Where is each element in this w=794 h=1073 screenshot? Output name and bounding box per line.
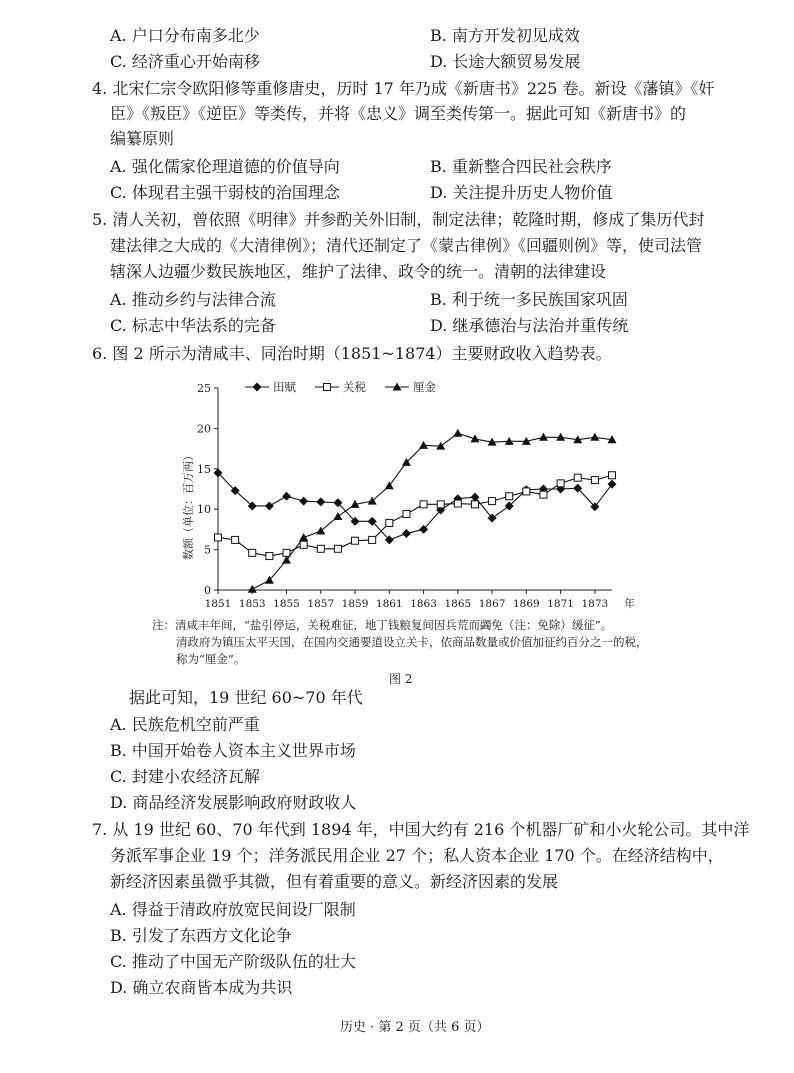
data-point-1 bbox=[609, 472, 616, 479]
q6-note-line2: 清政府为镇压太平天国，在国内交通要道设立关卡，依商品数量或价值加征约百分之一的税， bbox=[176, 635, 648, 649]
data-point-1 bbox=[574, 474, 581, 481]
q5-option-c: C. 标志中华法系的完备 bbox=[110, 316, 276, 335]
data-point-1 bbox=[489, 498, 496, 505]
x-tick-label: 1861 bbox=[375, 598, 403, 610]
q7-option-d: D. 确立农商皆本成为共识 bbox=[110, 978, 293, 997]
data-point-1 bbox=[352, 537, 359, 544]
q7-stem-line2: 务派军事企业 19 个；洋务派民用企业 27 个；私人资本企业 170 个。在经济结构中， bbox=[110, 846, 724, 865]
q6-stem: 6. 图 2 所示为清咸丰、同治时期（1851~1874）主要财政收入趋势表。 bbox=[92, 344, 612, 363]
data-point-0 bbox=[265, 501, 274, 510]
q4-option-a: A. 强化儒家伦理道德的价值导向 bbox=[110, 157, 340, 176]
q3-option-b: B. 南方开发初见成效 bbox=[430, 26, 580, 45]
q6-option-a: A. 民族危机空前严重 bbox=[110, 715, 260, 734]
data-point-1 bbox=[540, 491, 547, 498]
data-point-2 bbox=[299, 533, 308, 541]
legend-marker-1 bbox=[324, 384, 331, 391]
q4-option-b: B. 重新整合四民社会秩序 bbox=[430, 157, 612, 176]
data-point-1 bbox=[523, 488, 530, 495]
data-point-1 bbox=[232, 536, 239, 543]
q7-stem-line3: 新经济因素虽微乎其微，但有着重要的意义。新经济因素的发展 bbox=[110, 872, 559, 891]
q4-stem-line3: 编纂原则 bbox=[110, 129, 175, 148]
data-point-2 bbox=[453, 429, 462, 437]
q7-option-c: C. 推动了中国无产阶级队伍的壮大 bbox=[110, 952, 356, 971]
x-tick-label: 1873 bbox=[581, 598, 609, 610]
chart-y-axis-label: 数额（单位：百万两） bbox=[182, 450, 195, 560]
data-point-1 bbox=[334, 545, 341, 552]
x-tick-label: 1865 bbox=[444, 598, 472, 610]
chart-legend bbox=[245, 380, 436, 394]
x-tick-label: 1855 bbox=[273, 598, 300, 610]
data-point-2 bbox=[248, 585, 257, 593]
q5-stem-line3: 辖深人边疆少数民族地区，维护了法律、政令的统一。清朝的法律建设 bbox=[110, 262, 607, 281]
data-point-1 bbox=[317, 545, 324, 552]
data-point-1 bbox=[420, 501, 427, 508]
data-point-0 bbox=[608, 480, 617, 489]
q5-option-d: D. 继承德治与法治并重传统 bbox=[430, 316, 629, 335]
q6-option-c: C. 封建小农经济瓦解 bbox=[110, 767, 260, 786]
data-point-2 bbox=[385, 481, 394, 489]
x-tick-label: 1867 bbox=[478, 598, 506, 610]
x-tick-label: 1863 bbox=[410, 598, 437, 610]
data-point-1 bbox=[215, 534, 222, 541]
data-point-1 bbox=[386, 519, 393, 526]
q7-option-a: A. 得益于清政府放宽民间设厂限制 bbox=[110, 900, 356, 919]
revenue-trend-chart bbox=[150, 370, 640, 615]
data-point-1 bbox=[369, 536, 376, 543]
y-tick-label: 20 bbox=[197, 422, 211, 436]
data-point-2 bbox=[590, 433, 599, 441]
data-point-0 bbox=[316, 497, 325, 506]
legend-label-0: 田赋 bbox=[273, 380, 296, 394]
q5-stem-line1: 5. 清人关初，曾依照《明律》并参酌关外旧制，制定法律；乾隆时期，修成了集历代封 bbox=[92, 210, 705, 229]
x-tick-label: 1871 bbox=[547, 598, 574, 610]
x-tick-label: 1859 bbox=[341, 598, 369, 610]
q4-option-c: C. 体现君主强干弱枝的治国理念 bbox=[110, 183, 340, 202]
data-point-2 bbox=[333, 512, 342, 520]
x-tick-label: 1857 bbox=[307, 598, 335, 610]
q4-option-d: D. 关注提升历史人物价值 bbox=[430, 183, 613, 202]
data-point-0 bbox=[402, 529, 411, 538]
q6-note-line3: 称为“厘金”。 bbox=[176, 652, 246, 666]
q7-option-b: B. 引发了东西方文化论争 bbox=[110, 926, 292, 945]
x-tick-label: 1869 bbox=[512, 598, 540, 610]
x-axis-unit: 年 bbox=[624, 597, 635, 610]
data-point-0 bbox=[299, 497, 308, 506]
y-tick-label: 15 bbox=[197, 462, 211, 476]
data-point-1 bbox=[591, 477, 598, 484]
data-point-0 bbox=[282, 492, 291, 501]
legend-label-1: 关税 bbox=[343, 380, 366, 394]
chart-axes bbox=[197, 382, 635, 610]
series-line-0 bbox=[218, 473, 612, 540]
chart-plot-area bbox=[214, 429, 617, 593]
data-point-1 bbox=[403, 511, 410, 518]
x-tick-label: 1853 bbox=[238, 598, 266, 610]
data-point-1 bbox=[454, 500, 461, 507]
data-point-1 bbox=[471, 501, 478, 508]
figure-label: 图 2 bbox=[389, 672, 413, 686]
data-point-1 bbox=[506, 493, 513, 500]
q3-option-c: C. 经济重心开始南移 bbox=[110, 52, 260, 71]
series-line-1 bbox=[218, 475, 612, 556]
q4-stem-line2: 臣》《叛臣》《逆臣》等类传，并将《忠义》调至类传第一。据此可知《新唐书》的 bbox=[110, 104, 687, 123]
q3-option-a: A. 户口分布南多北少 bbox=[110, 26, 260, 45]
q6-option-b: B. 中国开始卷人资本主义世界市场 bbox=[110, 741, 356, 760]
q5-stem-line2: 建法律之大成的《大清律例》；清代还制定了《蒙古律例》《回疆则例》等，使司法管 bbox=[110, 236, 703, 255]
data-point-1 bbox=[557, 480, 564, 487]
y-tick-label: 25 bbox=[197, 382, 211, 395]
q5-option-a: A. 推动乡约与法律合流 bbox=[110, 290, 276, 309]
data-point-1 bbox=[437, 501, 444, 508]
q7-stem-line1: 7. 从 19 世纪 60、70 年代到 1894 年，中国大约有 216 个机器厂矿和小火轮公司。其中洋 bbox=[92, 820, 750, 839]
q5-option-b: B. 利于统一多民族国家巩固 bbox=[430, 290, 628, 309]
legend-marker-0 bbox=[253, 383, 262, 392]
y-tick-label: 0 bbox=[204, 584, 211, 597]
data-point-2 bbox=[419, 441, 428, 449]
q3-option-d: D. 长途大额贸易发展 bbox=[430, 52, 581, 71]
y-tick-label: 5 bbox=[204, 543, 211, 557]
q6-note-line1: 注：清咸丰年间，“盐引停运，关税难征，地丁钱粮复间因兵荒而蠲免（注：免除）缓征”。 bbox=[152, 618, 613, 632]
q6-option-d: D. 商品经济发展影响政府财政收人 bbox=[110, 793, 357, 812]
legend-label-2: 厘金 bbox=[413, 380, 436, 394]
x-tick-label: 1851 bbox=[204, 598, 232, 610]
data-point-1 bbox=[300, 541, 307, 548]
series-line-2 bbox=[252, 433, 612, 589]
data-point-1 bbox=[283, 549, 290, 556]
y-tick-label: 10 bbox=[197, 503, 211, 517]
q6-lead: 据此可知，19 世纪 60~70 年代 bbox=[129, 688, 363, 707]
page-footer: 历史 · 第 2 页（共 6 页） bbox=[340, 1020, 490, 1035]
data-point-1 bbox=[266, 553, 273, 560]
q4-stem-line1: 4. 北宋仁宗令欧阳修等重修唐史，历时 17 年乃成《新唐书》225 卷。新设《藩镇》《奸 bbox=[92, 79, 715, 98]
data-point-1 bbox=[249, 549, 256, 556]
